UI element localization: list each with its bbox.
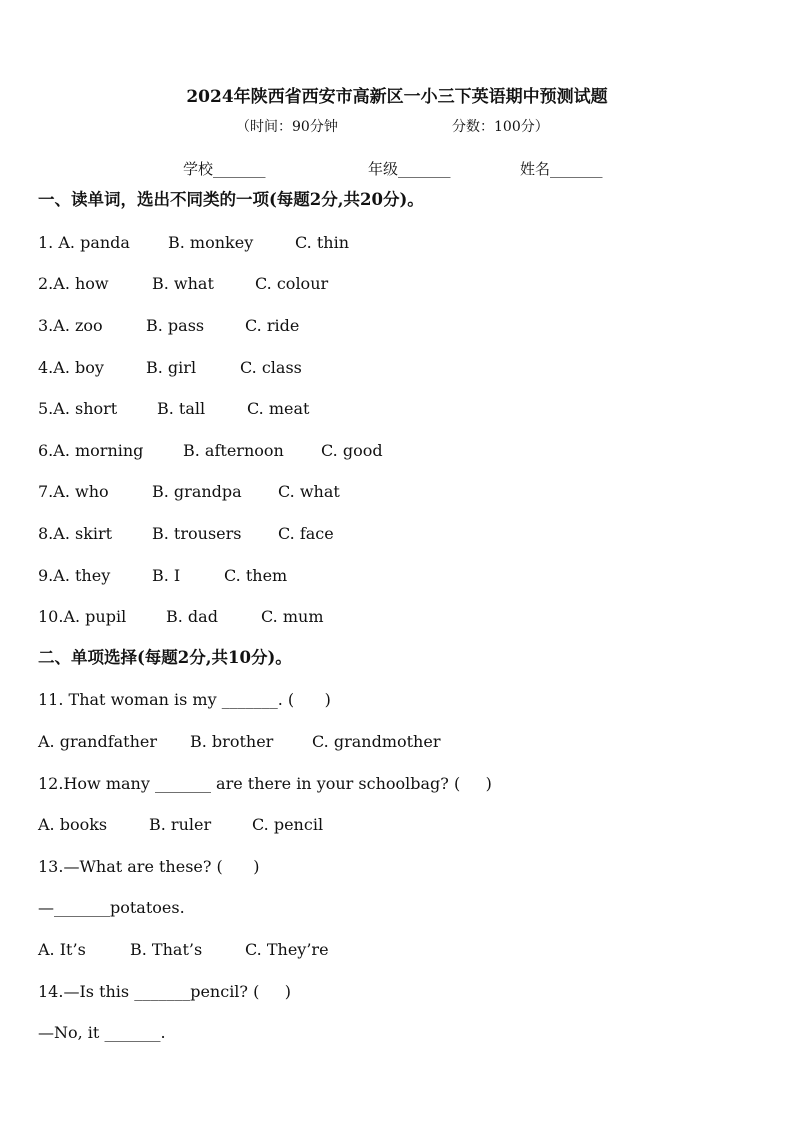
option-a: A. pupil [63,607,127,626]
option-a: A. skirt [53,524,113,543]
option-a: A. books [38,815,108,834]
question-12-stem: 12.How many _______ are there in your schoolbag? ( ) [38,774,492,793]
grade-field: 年级_______ [368,160,451,178]
option-b: B. I [152,566,181,585]
section1-heading: 一、读单词，选出不同类的一项(每题2分,共20分)。 [38,190,424,209]
option-a: A. short [53,399,118,418]
option-b: B. tall [157,399,206,418]
option-a: A. morning [53,441,144,460]
option-a: A. boy [53,358,104,377]
exam-score: 分数：100分） [452,119,549,135]
option-c: C. They’re [245,940,329,959]
name-field: 姓名_______ [520,160,603,178]
option-b: B. brother [190,732,274,751]
option-a: A. It’s [38,940,86,959]
option-c: C. what [278,482,340,501]
option-a: A. grandfather [38,732,158,751]
option-b: B. grandpa [152,482,242,501]
question-14-reply: —No, it _______. [38,1023,166,1042]
question-number: 6. [38,441,54,460]
page-title: 2024年陕西省西安市高新区一小三下英语期中预测试题 [186,87,608,107]
option-a: A. panda [58,233,130,252]
option-a: A. how [53,274,109,293]
option-c: C. colour [255,274,329,293]
option-b: B. dad [166,607,218,626]
question-14-stem: 14.—Is this _______pencil? ( ) [38,982,291,1001]
option-b: B. afternoon [183,441,284,460]
school-field: 学校_______ [183,160,266,178]
option-b: B. trousers [152,524,242,543]
option-b: B. what [152,274,214,293]
question-number: 8. [38,524,54,543]
option-c: C. class [240,358,302,377]
question-13-stem: 13.—What are these? ( ) [38,857,260,876]
option-b: B. pass [146,316,205,335]
option-c: C. grandmother [312,732,441,751]
question-number: 9. [38,566,54,585]
option-b: B. ruler [149,815,212,834]
option-c: C. face [278,524,334,543]
question-number: 5. [38,399,54,418]
option-b: B. That’s [130,940,203,959]
question-13-reply: —_______potatoes. [38,898,185,917]
option-a: A. who [53,482,109,501]
question-number: 10. [38,607,64,626]
option-c: C. mum [261,607,324,626]
section2-heading: 二、单项选择(每题2分,共10分)。 [38,648,292,667]
question-number: 2. [38,274,54,293]
question-number: 4. [38,358,54,377]
option-c: C. ride [245,316,300,335]
option-c: C. good [321,441,383,460]
question-number: 1. [38,233,59,252]
option-a: A. zoo [53,316,103,335]
question-number: 7. [38,482,54,501]
option-c: C. pencil [252,815,324,834]
question-11-stem: 11. That woman is my _______. ( ) [38,690,331,709]
question-number: 3. [38,316,54,335]
option-c: C. them [224,566,288,585]
option-c: C. thin [295,233,349,252]
option-b: B. monkey [168,233,254,252]
option-a: A. they [53,566,111,585]
exam-time: （时间：90分钟 [236,119,338,135]
option-c: C. meat [247,399,310,418]
option-b: B. girl [146,358,197,377]
